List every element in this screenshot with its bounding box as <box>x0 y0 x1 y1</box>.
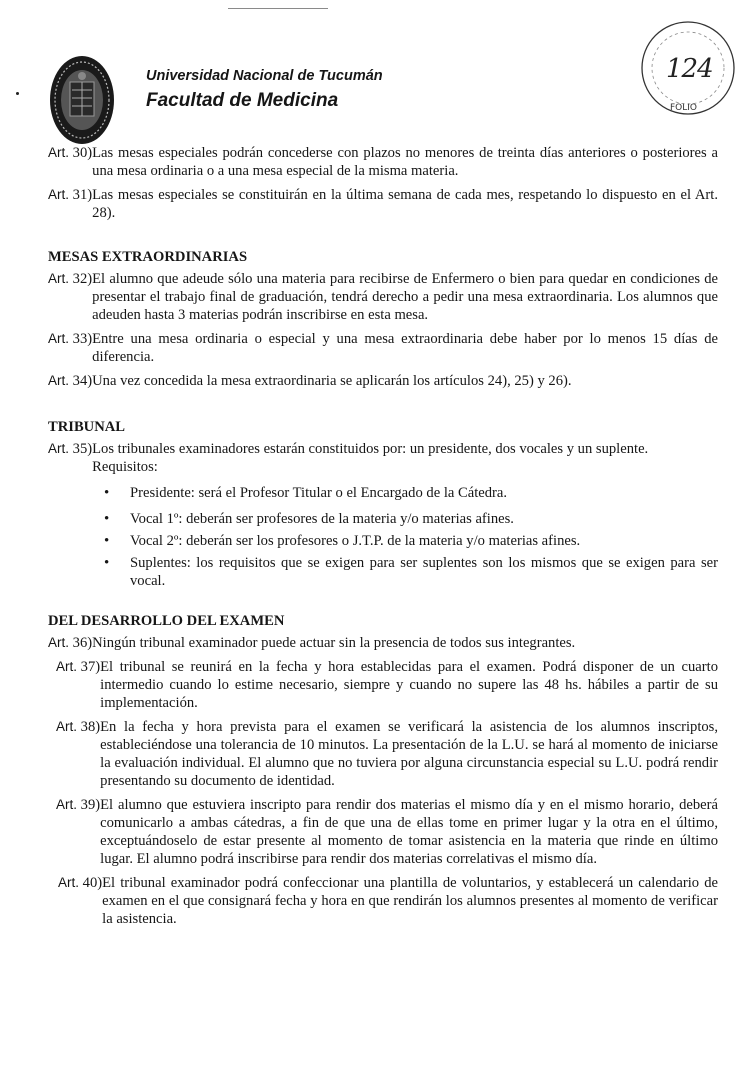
section-heading-desarrollo: DEL DESARROLLO DEL EXAMEN <box>48 613 285 629</box>
folio-number: 124 <box>666 54 713 84</box>
article-39: Art. 39) El alumno que estuviera inscripto para rendir dos materias el mismo día y en el mismo horario, deberá comunicarlo a ambas cátedras, a fin de que una de ellas tome en primer lugar y la otra en el último, exceptuándoselo de estar presente al momento de tomar asistencia en la materia que rinde en último lugar. El alumno podrá inscribirse para rendir dos materias correlativas el mismo día. <box>56 797 718 867</box>
scan-top-line <box>228 8 328 9</box>
article-38: Art. 38) En la fecha y hora prevista para el examen se verificará la asistencia de los alumnos inscriptos, estableciéndose una tolerancia de 10 minutos. La presentación de la L.U. se hará al momento de iniciarse la evaluación individual. El alumno que no tuviera por alguna circunstancia especial su L.U. podrá rendir presentando su documento de identidad. <box>56 719 718 789</box>
university-crest-icon <box>48 54 116 146</box>
scan-dot <box>16 92 19 95</box>
article-31: Art. 31) Las mesas especiales se constituirán en la última semana de cada mes, respetando lo dispuesto en el Art. 28). <box>48 187 718 221</box>
list-item: • Vocal 2º: deberán ser los profesores o J.T.P. de la materia y/o materias afines. <box>104 532 718 550</box>
article-37: Art. 37) El tribunal se reunirá en la fecha y hora establecidas para el examen. Podrá disponer de un cuarto intermedio cuando lo estime necesario, siempre y cuando no supere las 48 hs. hábiles a partir de su implementación. <box>56 659 718 711</box>
requisitos-list <box>48 484 718 590</box>
article-35: Art. 35) Los tribunales examinadores estarán constituidos por: un presidente, dos vocales y un suplente. Requisitos: <box>48 441 649 475</box>
list-item: • Vocal 1º: deberán ser profesores de la materia y/o materias afines. <box>104 510 718 528</box>
requisitos-label: Requisitos: <box>92 459 158 475</box>
document-body <box>48 144 718 928</box>
section-heading-tribunal: TRIBUNAL <box>48 419 126 435</box>
article-32: Art. 32) El alumno que adeude sólo una materia para recibirse de Enfermero o bien para quedar en condiciones de presentar el trabajo final de graduación, tendrá derecho a pedir una mesa extraordinaria. Los alumnos que adeuden hasta 3 materias podrán inscribirse en esta mesa. <box>48 271 718 323</box>
article-34: Art. 34) Una vez concedida la mesa extraordinaria se aplicarán los artículos 24), 25) y 26). <box>48 373 572 389</box>
faculty-name: Facultad de Medicina <box>146 90 339 111</box>
letterhead <box>48 54 448 146</box>
folio-stamp-text: FOLIO <box>670 103 698 113</box>
article-30: Art. 30) Las mesas especiales podrán concederse con plazos no menores de treinta días anteriores o posteriores a una mesa ordinaria o a una mesa especial de la misma materia. <box>48 145 718 179</box>
list-item: • Suplentes: los requisitos que se exigen para ser suplentes son los mismos que se exigen para ser vocal. <box>104 554 718 590</box>
article-40: Art. 40) El tribunal examinador podrá confeccionar una plantilla de voluntarios, y establecerá un calendario de examen en el que consignará fecha y hora en que rendirán los alumnos presentes al momento de verificar la asistencia. <box>58 875 718 927</box>
article-33: Art. 33) Entre una mesa ordinaria o especial y una mesa extraordinaria debe haber por lo menos 15 días de diferencia. <box>48 331 718 365</box>
article-36: Art. 36) Ningún tribunal examinador puede actuar sin la presencia de todos sus integrantes. <box>48 635 576 651</box>
list-item: • Presidente: será el Profesor Titular o el Encargado de la Cátedra. <box>104 484 718 502</box>
section-heading-extraordinarias: MESAS EXTRAORDINARIAS <box>48 249 248 265</box>
university-name: Universidad Nacional de Tucumán <box>146 68 383 84</box>
